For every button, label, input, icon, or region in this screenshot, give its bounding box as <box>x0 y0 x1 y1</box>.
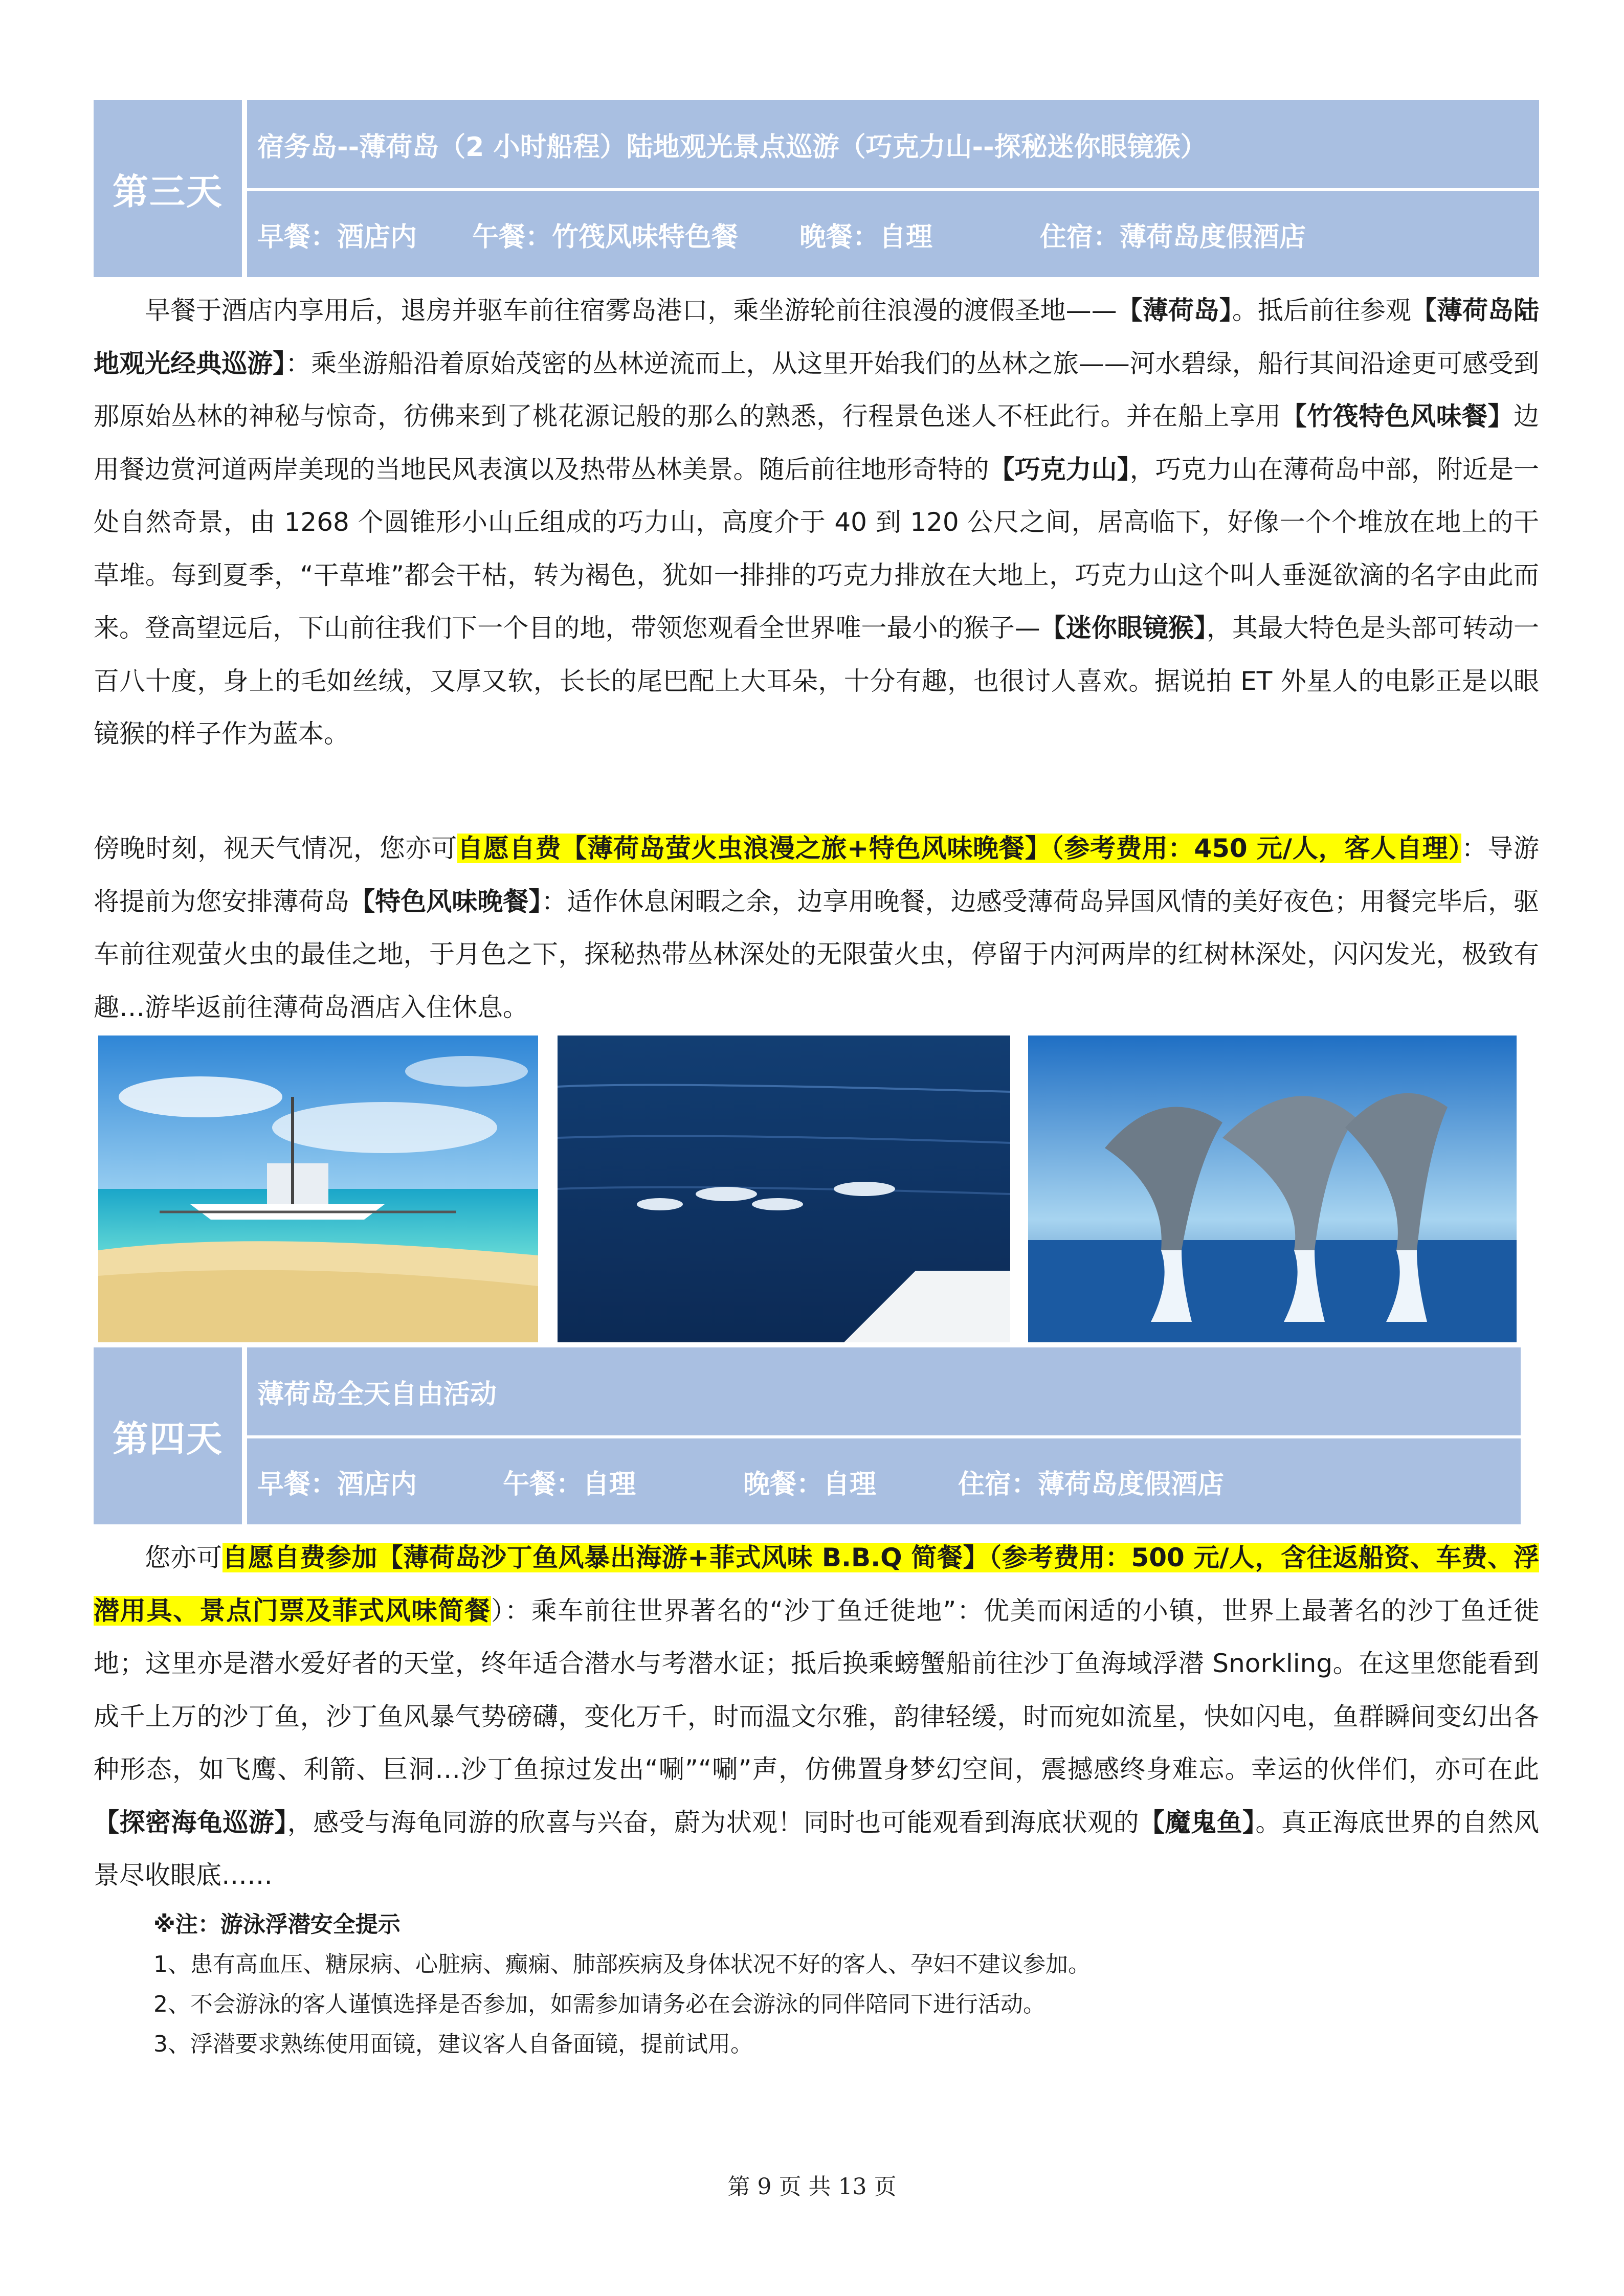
bamboo-raft-meal: 【竹筏特色风味餐】 <box>1281 401 1514 431</box>
text: ，巧克力山在薄荷岛中部，附近是一处自然奇景，由 1268 个圆锥形小山丘组成的巧力山，高度介于 40 到 120 公尺之间，居高临下，好像一个个堆放在地上的干草堆。每到夏季，“干草堆”都会干枯，转为褐色，犹如一排排的巧克力排放在大地上，巧克力山这个叫人垂涎欲滴的名字由此而来。登高望远后，下山前往我们下一个目的地，带领您观看全世界唯一最小的猴子— <box>94 454 1540 643</box>
manta-ray: 【魔鬼鱼】 <box>1139 1807 1256 1837</box>
safety-note-2: 2、不会游泳的客人谨慎选择是否参加，如需参加请务必在会游泳的同伴陪同下进行活动。 <box>153 1991 1045 2017</box>
optional-sardine-tour: 自愿自费参加【薄荷岛沙丁鱼风暴出海游+菲式风味 B.B.Q 简餐】（参考费用：500 元/人，含往返船资、车费、浮潜用具、景点门票及菲式风味简餐 <box>94 1543 1539 1626</box>
text: 。真正海底世界的自然风景尽收眼底…… <box>94 1807 1540 1890</box>
day4-lunch: 午餐：自理 <box>503 1469 636 1500</box>
day4-dinner: 晚餐：自理 <box>743 1469 877 1500</box>
day4-paragraph-1 <box>94 1532 1539 1902</box>
text: ，其最大特色是头部可转动一百八十度，身上的毛如丝绒，又厚又软，长长的尾巴配上大耳朵，十分有趣，也很讨人喜欢。据说拍 ET 外星人的电影正是以眼镜猴的样子作为蓝本。 <box>94 613 1540 749</box>
text: ：适作休息闲暇之余，边享用晚餐，边感受薄荷岛异国风情的美好夜色；用餐完毕后，驱车前往观萤火虫的最佳之地，于月色之下，探秘热带丛林深处的无限萤火虫，停留于内河两岸的红树林深处，闪闪发光，极致有趣…游毕返前往薄荷岛酒店入住休息。 <box>94 886 1540 1022</box>
text: ，感受与海龟同游的欣喜与兴奋，蔚为状观！同时也可能观看到海底状观的 <box>287 1807 1140 1837</box>
text: 您亦可 <box>145 1543 223 1572</box>
text: 傍晚时刻，视天气情况，您亦可 <box>94 834 458 863</box>
day3-header <box>94 100 1539 277</box>
place-tarsier: 【迷你眼镜猴】 <box>1040 613 1207 643</box>
day3-lunch: 午餐：竹筏风味特色餐 <box>472 221 739 253</box>
day3-title-text: 宿务岛--薄荷岛（2 小时船程）陆地观光景点巡游（巧克力山--探秘迷你眼镜猴） <box>257 131 1207 163</box>
day3-breakfast: 早餐：酒店内 <box>257 221 417 253</box>
optional-firefly-tour: 自愿自费【薄荷岛萤火虫浪漫之旅+特色风味晚餐】（参考费用：450 元/人，客人自理） <box>457 834 1462 863</box>
place-chocolate-hills: 【巧克力山】 <box>989 454 1130 484</box>
day3-meals <box>247 191 1539 277</box>
day4-label: 第四天 <box>94 1347 242 1524</box>
safety-note-title: ※注：游泳浮潜安全提示 <box>153 1911 401 1938</box>
beach-boat-photo <box>98 1036 538 1342</box>
day4-title <box>247 1347 1521 1435</box>
day3-label: 第三天 <box>94 100 242 277</box>
special-dinner: 【特色风味晚餐】 <box>349 886 542 916</box>
text: 边用餐边赏河道两岸美现的当地民风表演以及热带丛林美景。随后前往地形奇特的 <box>94 401 1540 484</box>
text: 早餐于酒店内享用后，退房并驱车前往宿雾岛港口，乘坐游轮前往浪漫的渡假圣地—— <box>145 296 1117 325</box>
place-bohol: 【薄荷岛】 <box>1117 296 1232 325</box>
page-number: 第 9 页 共 13 页 <box>727 2174 897 2200</box>
turtle-tour: 【探密海龟巡游】 <box>94 1807 287 1837</box>
day4-header <box>94 1347 1521 1524</box>
text: ）：乘车前往世界著名的“沙丁鱼迁徙地”：优美而闲适的小镇，世界上最著名的沙丁鱼迁徙地；这里亦是潜水爱好者的天堂，终年适合潜水与考潜水证；抵后换乘螃蟹船前往沙丁鱼海域浮潜 Snorkling。在这里您能看到成千上万的沙丁鱼，沙丁鱼风暴气势磅礴，变化万千，时而温文尔雅，韵律轻缓，时而宛如流星，快如闪电，鱼群瞬间变幻出各种形态，如飞鹰、利箭、巨洞…沙丁鱼掠过发出“唰”“唰”声，仿佛置身梦幻空间，震撼感终身难忘。幸运的伙伴们，亦可在此 <box>94 1595 1540 1784</box>
jumping-dolphins-photo <box>1028 1036 1517 1342</box>
text: ：乘坐游船沿着原始茂密的丛林逆流而上，从这里开始我们的丛林之旅——河水碧绿，船行其间沿途更可感受到那原始丛林的神秘与惊奇，彷佛来到了桃花源记般的那么的熟悉，行程景色迷人不枉此行。并在船上享用 <box>94 348 1540 431</box>
safety-note-1: 1、患有高血压、糖尿病、心脏病、癫痫、肺部疾病及身体状况不好的客人、孕妇不建议参加。 <box>153 1951 1091 1977</box>
day4-meals <box>247 1438 1521 1524</box>
dolphins-sea-photo <box>558 1036 1010 1342</box>
day3-lodging: 住宿：薄荷岛度假酒店 <box>1040 221 1306 253</box>
day3-paragraph-2 <box>94 822 1539 1034</box>
text: 。抵后前往参观 <box>1232 296 1411 325</box>
day4-breakfast: 早餐：酒店内 <box>257 1469 417 1500</box>
day4-lodging: 住宿：薄荷岛度假酒店 <box>958 1469 1225 1500</box>
safety-note-3: 3、浮潜要求熟练使用面镜，建议客人自备面镜，提前试用。 <box>153 2031 753 2057</box>
day3-paragraph-1 <box>94 284 1539 761</box>
day4-title-text: 薄荷岛全天自由活动 <box>257 1379 497 1410</box>
day3-dinner: 晚餐：自理 <box>799 221 933 253</box>
place-land-tour: 【薄荷岛陆地观光经典巡游】 <box>94 296 1540 378</box>
day3-title <box>247 100 1539 188</box>
text: ：导游将提前为您安排薄荷岛 <box>94 834 1540 916</box>
